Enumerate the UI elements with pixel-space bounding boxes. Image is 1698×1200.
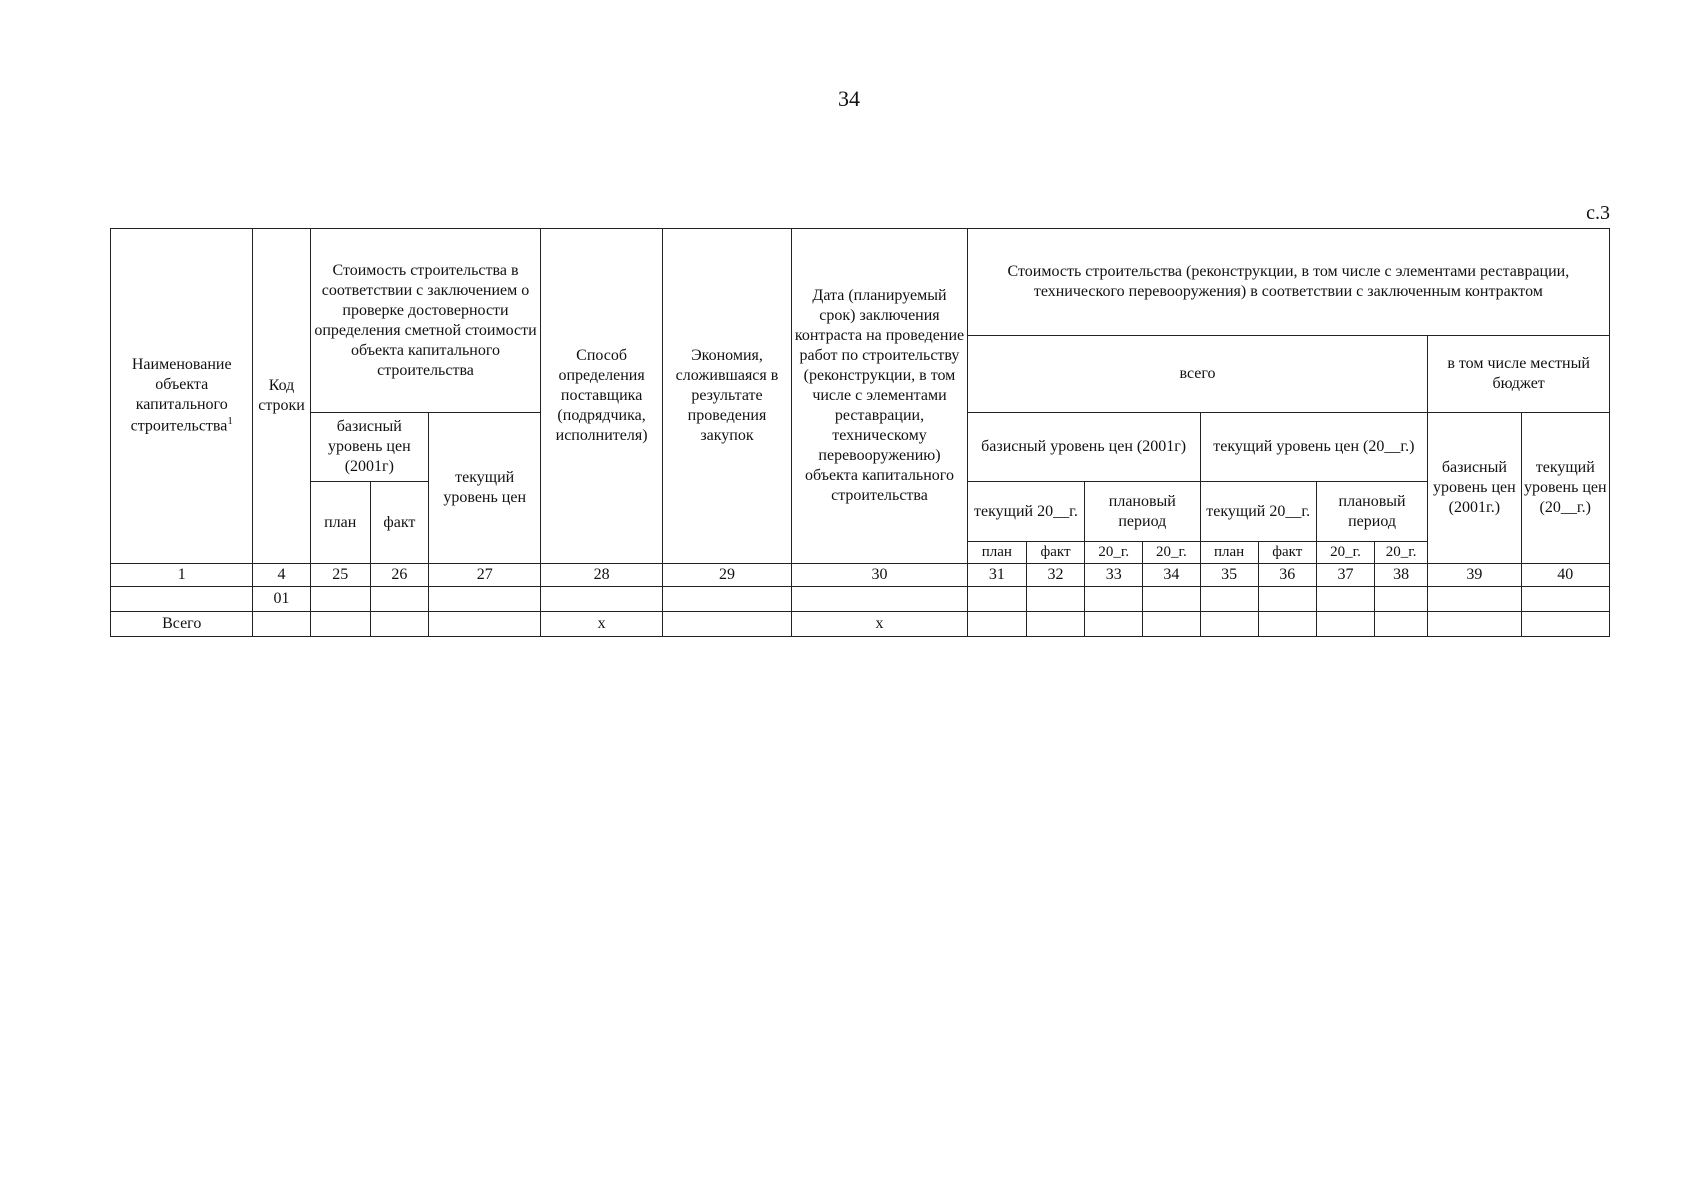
column-number: 26 <box>370 564 428 587</box>
table-row <box>111 587 1610 612</box>
cell <box>1316 612 1374 637</box>
cell <box>253 612 310 637</box>
total-row <box>111 612 1610 637</box>
cell <box>1143 612 1200 637</box>
col-cost-conclusion-header: Стоимость строительства в соответствии с заключением о проверке достоверности определения сметной стоимости объекта капитального строительства <box>310 229 541 413</box>
col-cost-contract-header: Стоимость строительства (реконструкции, в том числе с элементами реставрации, технического перевооружения) в соответствии с заключенным контрактом <box>967 229 1609 336</box>
column-number: 29 <box>662 564 791 587</box>
column-number: 38 <box>1375 564 1428 587</box>
cell <box>967 612 1026 637</box>
cell <box>1375 587 1428 612</box>
row-code-cell: 01 <box>253 587 310 612</box>
column-number: 31 <box>967 564 1026 587</box>
base-current-year-header: текущий 20__г. <box>967 482 1084 542</box>
cell <box>1026 587 1084 612</box>
cell <box>1258 587 1316 612</box>
subheader-year: 20_г. <box>1316 542 1374 564</box>
column-number: 36 <box>1258 564 1316 587</box>
column-number: 35 <box>1200 564 1258 587</box>
column-number: 39 <box>1428 564 1521 587</box>
column-number: 40 <box>1521 564 1609 587</box>
col-supplier-method-header: Способ определения поставщика (подрядчика, исполнителя) <box>541 229 662 564</box>
total-mark-cell: x <box>792 612 968 637</box>
base-planned-period-header: плановый период <box>1085 482 1200 542</box>
current-planned-period-header: плановый период <box>1316 482 1427 542</box>
cell <box>1375 612 1428 637</box>
column-number: 34 <box>1143 564 1200 587</box>
col-contract-date-header: Дата (планируемый срок) заключения контраста на проведение работ по строительству (реконструкции, в том числе с элементами реставрации, техническому перевооружению) объекта капитального строительства <box>792 229 968 564</box>
base-level-2001-header: базисный уровень цен (2001г) <box>310 413 428 482</box>
cell <box>792 587 968 612</box>
col-savings-header: Экономия, сложившаяся в результате проведения закупок <box>662 229 791 564</box>
column-number: 30 <box>792 564 968 587</box>
column-number: 4 <box>253 564 310 587</box>
column-number: 27 <box>429 564 541 587</box>
subheader-fact: факт <box>370 482 428 564</box>
column-number: 32 <box>1026 564 1084 587</box>
column-number: 33 <box>1085 564 1143 587</box>
page-number: 34 <box>838 86 860 111</box>
local-base-level-header: базисный уровень цен (2001г.) <box>1428 413 1521 564</box>
subheader-year: 20_г. <box>1085 542 1143 564</box>
cell <box>429 587 541 612</box>
cell <box>1258 612 1316 637</box>
cell <box>429 612 541 637</box>
column-number: 25 <box>310 564 370 587</box>
cell <box>1521 587 1609 612</box>
contract-current-level-header: текущий уровень цен (20__г.) <box>1200 413 1428 482</box>
subheader-plan: план <box>967 542 1026 564</box>
total-label-cell: Всего <box>111 612 253 637</box>
current-current-year-header: текущий 20__г. <box>1200 482 1316 542</box>
subheader-fact: факт <box>1258 542 1316 564</box>
local-current-level-header: текущий уровень цен (20__г.) <box>1521 413 1609 564</box>
cell <box>310 587 370 612</box>
cell <box>967 587 1026 612</box>
cell <box>1085 612 1143 637</box>
report-table <box>110 228 1610 637</box>
cell <box>1200 612 1258 637</box>
column-number: 37 <box>1316 564 1374 587</box>
cell <box>1521 612 1609 637</box>
local-budget-header: в том числе местный бюджет <box>1428 336 1610 413</box>
subheader-year: 20_г. <box>1375 542 1428 564</box>
cell <box>1143 587 1200 612</box>
total-header: всего <box>967 336 1427 413</box>
cell <box>662 587 791 612</box>
current-level-header: текущий уровень цен <box>429 413 541 564</box>
subheader-plan: план <box>1200 542 1258 564</box>
column-number: 1 <box>111 564 253 587</box>
cell <box>1316 587 1374 612</box>
cell <box>1200 587 1258 612</box>
cell <box>662 612 791 637</box>
cell <box>1026 612 1084 637</box>
column-number: 28 <box>541 564 662 587</box>
total-mark-cell: x <box>541 612 662 637</box>
col-name-header: Наименование объекта капитального строительства$^1$ <box>111 229 253 564</box>
cell <box>370 587 428 612</box>
section-ref: с.3 <box>1586 202 1610 224</box>
cell <box>111 587 253 612</box>
contract-base-level-header: базисный уровень цен (2001г) <box>967 413 1200 482</box>
col-code-header: Код строки <box>253 229 310 564</box>
subheader-fact: факт <box>1026 542 1084 564</box>
cell <box>541 587 662 612</box>
subheader-year: 20_г. <box>1143 542 1200 564</box>
cell <box>1428 612 1521 637</box>
cell <box>1085 587 1143 612</box>
cell <box>1428 587 1521 612</box>
cell <box>310 612 370 637</box>
subheader-plan: план <box>310 482 370 564</box>
column-numbers-row <box>111 564 1610 587</box>
cell <box>370 612 428 637</box>
